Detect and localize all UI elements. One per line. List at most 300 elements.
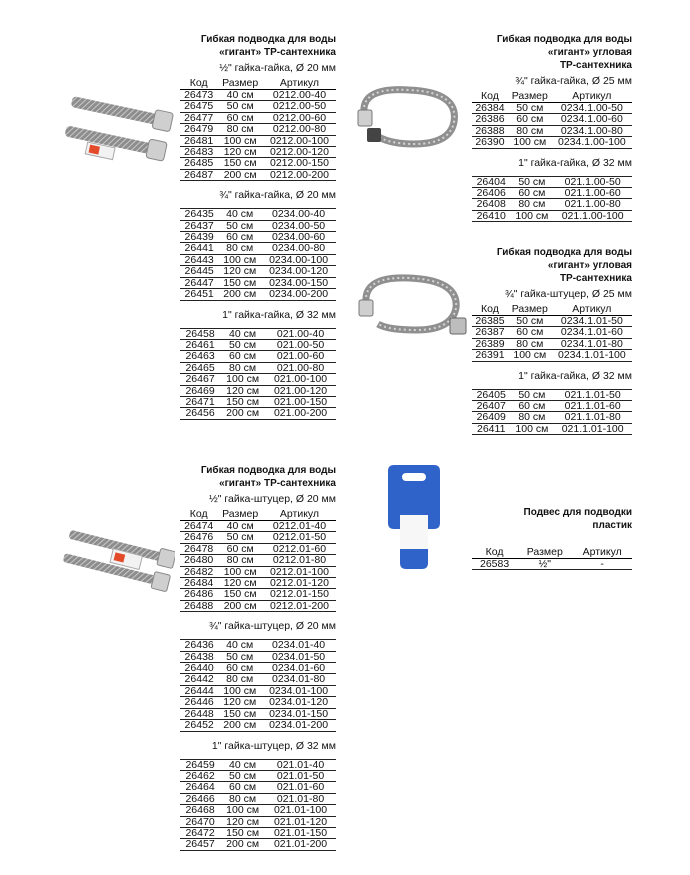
section-title <box>472 33 632 72</box>
code-cell: 26478 <box>180 543 217 554</box>
group-subtitle: ¾" гайка-штуцер, Ø 25 мм <box>505 288 632 300</box>
article-cell: 0234.00-60 <box>261 232 336 243</box>
size-cell: ½" <box>517 559 572 570</box>
code-cell: 26487 <box>180 169 217 180</box>
table-row <box>180 674 336 685</box>
table-row <box>180 566 336 577</box>
size-cell: 50 см <box>217 532 263 543</box>
article-cell: 021.1.01-60 <box>553 401 632 412</box>
code-cell: 26466 <box>180 793 220 804</box>
table-row <box>180 209 336 220</box>
table-row <box>180 147 336 158</box>
code-cell: 26488 <box>180 600 217 611</box>
article-cell: 021.1.00-100 <box>553 210 632 221</box>
code-cell: 26462 <box>180 770 220 781</box>
article-cell: 0212.00-200 <box>263 169 336 180</box>
article-cell: 0234.01-80 <box>261 674 336 685</box>
column-header: Артикул <box>263 77 336 90</box>
table-header <box>472 303 632 316</box>
article-cell: 021.1.00-60 <box>553 188 632 199</box>
table-row <box>180 135 336 146</box>
article-cell: 021.01-100 <box>265 805 336 816</box>
article-cell: 021.00-40 <box>265 328 336 339</box>
code-cell: 26464 <box>180 782 220 793</box>
table-row <box>180 220 336 231</box>
article-cell: 0234.01-40 <box>261 640 336 651</box>
size-cell: 60 см <box>217 543 263 554</box>
code-cell: 26470 <box>180 816 220 827</box>
code-cell: 26388 <box>472 125 508 136</box>
column-header: Артикул <box>572 546 632 559</box>
code-cell: 26457 <box>180 839 220 850</box>
table-row <box>180 720 336 731</box>
group-subtitle: ¾" гайка-гайка, Ø 20 мм <box>219 189 336 202</box>
article-cell: 0212.01-50 <box>263 532 336 543</box>
table-row <box>180 254 336 265</box>
code-cell: 26475 <box>180 101 217 112</box>
table-row <box>180 640 336 651</box>
size-cell: 50 см <box>510 176 553 187</box>
table-row <box>180 266 336 277</box>
size-cell: 200 см <box>218 720 261 731</box>
column-header: Код <box>180 508 217 521</box>
size-cell: 100 см <box>508 137 552 148</box>
table-row <box>472 350 632 361</box>
section-title-line: «гигант» угловая <box>547 260 632 271</box>
code-cell: 26452 <box>180 720 218 731</box>
code-cell: 26411 <box>472 423 510 434</box>
table-header <box>180 508 336 521</box>
code-cell: 26409 <box>472 412 510 423</box>
code-cell: 26484 <box>180 578 217 589</box>
size-cell: 50 см <box>220 770 265 781</box>
article-cell: 0234.00-120 <box>261 266 336 277</box>
column-header: Размер <box>508 303 552 316</box>
table-row <box>180 759 336 770</box>
article-cell: 021.01-200 <box>265 839 336 850</box>
size-cell: 50 см <box>217 101 263 112</box>
table-row <box>180 600 336 611</box>
article-cell: 0212.01-100 <box>263 566 336 577</box>
size-cell: 40 см <box>218 640 261 651</box>
article-cell: 021.1.01-100 <box>553 423 632 434</box>
article-cell: 0234.00-50 <box>261 220 336 231</box>
size-cell: 60 см <box>220 782 265 793</box>
size-cell: 60 см <box>510 401 553 412</box>
article-cell: 021.1.01-80 <box>553 412 632 423</box>
table-header <box>180 77 336 90</box>
code-cell: 26459 <box>180 759 220 770</box>
table-row <box>180 289 336 300</box>
blue-hanger-image <box>384 463 444 573</box>
table-row <box>180 351 336 362</box>
article-cell: 0212.00-80 <box>263 124 336 135</box>
article-cell: 0234.01-120 <box>261 697 336 708</box>
article-cell: 0212.01-200 <box>263 600 336 611</box>
article-cell: 0212.01-150 <box>263 589 336 600</box>
size-cell: 80 см <box>220 362 265 373</box>
group-subtitle: ½" гайка-гайка, Ø 20 мм <box>219 62 336 74</box>
code-cell: 26405 <box>472 389 510 400</box>
section-title-line: «гигант» ТР-сантехника <box>219 478 336 489</box>
size-cell: 150 см <box>220 396 265 407</box>
section-title <box>180 33 336 59</box>
product-table <box>180 77 336 181</box>
code-cell: 26451 <box>180 289 218 300</box>
size-cell: 120 см <box>220 816 265 827</box>
code-cell: 26384 <box>472 103 508 114</box>
article-cell: 0212.00-40 <box>263 90 336 101</box>
column-header: Размер <box>508 90 552 103</box>
code-cell: 26438 <box>180 651 218 662</box>
size-cell: 80 см <box>217 124 263 135</box>
section-title <box>180 464 336 490</box>
code-cell: 26407 <box>472 401 510 412</box>
table-row <box>472 389 632 400</box>
table-row <box>180 328 336 339</box>
code-cell: 26465 <box>180 362 220 373</box>
product-table <box>180 328 336 420</box>
table-row <box>180 521 336 532</box>
size-cell: 50 см <box>218 651 261 662</box>
article-cell: 021.00-120 <box>265 385 336 396</box>
straight-hose-image <box>60 92 175 177</box>
size-cell: 50 см <box>218 220 261 231</box>
size-cell: 60 см <box>508 114 552 125</box>
code-cell: 26389 <box>472 338 508 349</box>
table-row <box>180 770 336 781</box>
table-row <box>180 532 336 543</box>
size-cell: 50 см <box>508 103 552 114</box>
code-cell: 26479 <box>180 124 217 135</box>
table-row <box>180 651 336 662</box>
article-cell: - <box>572 559 632 570</box>
size-cell: 60 см <box>508 327 552 338</box>
table-row <box>180 793 336 804</box>
code-cell: 26456 <box>180 408 220 419</box>
size-cell: 80 см <box>508 338 552 349</box>
product-table <box>472 389 632 436</box>
table-row <box>472 327 632 338</box>
article-cell: 0234.01-60 <box>261 663 336 674</box>
code-cell: 26406 <box>472 188 510 199</box>
code-cell: 26461 <box>180 339 220 350</box>
column-header: Артикул <box>263 508 336 521</box>
product-table <box>472 176 632 223</box>
code-cell: 26482 <box>180 566 217 577</box>
size-cell: 40 см <box>217 521 263 532</box>
size-cell: 60 см <box>218 663 261 674</box>
section-title-line: «гигант» ТР-сантехника <box>219 47 336 58</box>
code-cell: 26472 <box>180 827 220 838</box>
article-cell: 0234.1.00-50 <box>552 103 632 114</box>
product-table <box>180 508 336 612</box>
code-cell: 26386 <box>472 114 508 125</box>
size-cell: 200 см <box>220 839 265 850</box>
size-cell: 150 см <box>220 827 265 838</box>
code-cell: 26446 <box>180 697 218 708</box>
size-cell: 100 см <box>218 685 261 696</box>
code-cell: 26385 <box>472 316 508 327</box>
code-cell: 26447 <box>180 277 218 288</box>
code-cell: 26458 <box>180 328 220 339</box>
article-cell: 0234.00-150 <box>261 277 336 288</box>
table-row <box>180 543 336 554</box>
size-cell: 120 см <box>217 578 263 589</box>
group-subtitle: 1" гайка-гайка, Ø 32 мм <box>518 369 632 382</box>
code-cell: 26480 <box>180 555 217 566</box>
column-header: Артикул <box>552 90 632 103</box>
size-cell: 80 см <box>220 793 265 804</box>
table-row <box>180 396 336 407</box>
size-cell: 60 см <box>218 232 261 243</box>
section-title-line: ТР-сантехника <box>559 60 632 71</box>
size-cell: 150 см <box>218 277 261 288</box>
angled-hose-image <box>354 82 469 162</box>
size-cell: 60 см <box>220 351 265 362</box>
table-row <box>180 169 336 180</box>
size-cell: 150 см <box>217 589 263 600</box>
table-row <box>472 125 632 136</box>
code-cell: 26483 <box>180 147 217 158</box>
size-cell: 200 см <box>217 169 263 180</box>
code-cell: 26391 <box>472 350 508 361</box>
table-row <box>180 782 336 793</box>
table-row <box>180 339 336 350</box>
size-cell: 120 см <box>218 697 261 708</box>
article-cell: 021.01-40 <box>265 759 336 770</box>
code-cell: 26463 <box>180 351 220 362</box>
table-row <box>180 277 336 288</box>
article-cell: 0212.00-60 <box>263 112 336 123</box>
group-subtitle: 1" гайка-гайка, Ø 32 мм <box>222 308 336 321</box>
table-row <box>472 188 632 199</box>
table-row <box>472 199 632 210</box>
code-cell: 26476 <box>180 532 217 543</box>
table-row <box>180 243 336 254</box>
table-row <box>472 210 632 221</box>
size-cell: 50 см <box>510 389 553 400</box>
group-subtitle: 1" гайка-гайка, Ø 32 мм <box>518 156 632 169</box>
size-cell: 100 см <box>220 805 265 816</box>
code-cell: 26448 <box>180 708 218 719</box>
size-cell: 60 см <box>217 112 263 123</box>
table-row <box>180 124 336 135</box>
section-straight-hose-nut-fitting <box>180 464 336 851</box>
table-row <box>180 663 336 674</box>
table-row <box>180 385 336 396</box>
column-header: Код <box>180 77 217 90</box>
group-subtitle: 1" гайка-штуцер, Ø 32 мм <box>211 739 336 752</box>
article-cell: 0234.01-150 <box>261 708 336 719</box>
article-cell: 0234.1.00-100 <box>552 137 632 148</box>
section-angled-hose-nut-fitting <box>472 246 632 435</box>
size-cell: 50 см <box>508 316 552 327</box>
product-table <box>180 759 336 851</box>
article-cell: 0234.1.01-50 <box>552 316 632 327</box>
table-row <box>180 578 336 589</box>
table-row <box>180 555 336 566</box>
size-cell: 80 см <box>217 555 263 566</box>
section-title-line: Гибкая подводка для воды <box>200 34 336 45</box>
table-row <box>180 816 336 827</box>
article-cell: 0212.00-150 <box>263 158 336 169</box>
size-cell: 80 см <box>218 674 261 685</box>
article-cell: 0212.01-40 <box>263 521 336 532</box>
table-row <box>472 137 632 148</box>
code-cell: 26444 <box>180 685 218 696</box>
table-row <box>180 374 336 385</box>
code-cell: 26443 <box>180 254 218 265</box>
code-cell: 26474 <box>180 521 217 532</box>
code-cell: 26439 <box>180 232 218 243</box>
table-row <box>472 316 632 327</box>
group-subtitle: ¾" гайка-штуцер, Ø 20 мм <box>209 620 336 633</box>
size-cell: 100 см <box>217 566 263 577</box>
product-table <box>180 639 336 731</box>
size-cell: 150 см <box>218 708 261 719</box>
table-row <box>180 697 336 708</box>
product-table <box>472 303 632 362</box>
article-cell: 0234.1.01-80 <box>552 338 632 349</box>
section-title-line: «гигант» угловая <box>547 47 632 58</box>
product-table <box>180 208 336 300</box>
column-header: Размер <box>517 546 572 559</box>
section-title-line: пластик <box>592 520 632 531</box>
article-cell: 021.00-50 <box>265 339 336 350</box>
table-row <box>180 589 336 600</box>
straight-hose-fitting-image <box>60 528 175 598</box>
article-cell: 0234.00-100 <box>261 254 336 265</box>
code-cell: 26485 <box>180 158 217 169</box>
size-cell: 40 см <box>217 90 263 101</box>
article-cell: 0234.1.01-100 <box>552 350 632 361</box>
article-cell: 0234.1.00-60 <box>552 114 632 125</box>
article-cell: 0234.00-80 <box>261 243 336 254</box>
article-cell: 0212.01-80 <box>263 555 336 566</box>
article-cell: 0212.01-120 <box>263 578 336 589</box>
code-cell: 26477 <box>180 112 217 123</box>
size-cell: 100 см <box>510 423 553 434</box>
column-header: Артикул <box>552 303 632 316</box>
table-row <box>472 401 632 412</box>
column-header: Размер <box>217 77 263 90</box>
size-cell: 100 см <box>508 350 552 361</box>
code-cell: 26469 <box>180 385 220 396</box>
section-hose-hanger <box>472 506 632 570</box>
code-cell: 26390 <box>472 137 508 148</box>
code-cell: 26442 <box>180 674 218 685</box>
table-row <box>472 423 632 434</box>
size-cell: 120 см <box>218 266 261 277</box>
code-cell: 26410 <box>472 210 510 221</box>
article-cell: 0234.01-200 <box>261 720 336 731</box>
table-row <box>472 176 632 187</box>
size-cell: 80 см <box>218 243 261 254</box>
article-cell: 0234.00-200 <box>261 289 336 300</box>
article-cell: 0212.00-100 <box>263 135 336 146</box>
table-row <box>180 90 336 101</box>
table-row <box>180 112 336 123</box>
code-cell: 26468 <box>180 805 220 816</box>
section-title-line: ТР-сантехника <box>559 273 632 284</box>
group-subtitle: ¾" гайка-гайка, Ø 25 мм <box>515 75 632 87</box>
article-cell: 0212.00-50 <box>263 101 336 112</box>
group-subtitle: ½" гайка-штуцер, Ø 20 мм <box>209 493 336 505</box>
code-cell: 26404 <box>472 176 510 187</box>
article-cell: 021.01-120 <box>265 816 336 827</box>
article-cell: 021.01-60 <box>265 782 336 793</box>
size-cell: 200 см <box>218 289 261 300</box>
size-cell: 80 см <box>508 125 552 136</box>
section-angled-hose-nut-nut <box>472 33 632 222</box>
article-cell: 0234.00-40 <box>261 209 336 220</box>
column-header: Код <box>472 303 508 316</box>
code-cell: 26583 <box>472 559 517 570</box>
code-cell: 26473 <box>180 90 217 101</box>
article-cell: 021.01-80 <box>265 793 336 804</box>
article-cell: 021.01-150 <box>265 827 336 838</box>
article-cell: 0234.1.01-60 <box>552 327 632 338</box>
size-cell: 60 см <box>510 188 553 199</box>
article-cell: 0212.01-60 <box>263 543 336 554</box>
article-cell: 021.00-60 <box>265 351 336 362</box>
article-cell: 021.00-200 <box>265 408 336 419</box>
size-cell: 100 см <box>217 135 263 146</box>
code-cell: 26408 <box>472 199 510 210</box>
size-cell: 200 см <box>217 600 263 611</box>
section-title-line: Подвес для подводки <box>523 507 632 518</box>
section-title <box>472 506 632 532</box>
table-row <box>472 559 632 570</box>
code-cell: 26437 <box>180 220 218 231</box>
code-cell: 26387 <box>472 327 508 338</box>
table-row <box>472 412 632 423</box>
article-cell: 021.1.01-50 <box>553 389 632 400</box>
section-title <box>472 246 632 285</box>
product-table <box>472 90 632 149</box>
table-row <box>180 685 336 696</box>
code-cell: 26435 <box>180 209 218 220</box>
size-cell: 100 см <box>510 210 553 221</box>
code-cell: 26481 <box>180 135 217 146</box>
angled-hose-fitting-image <box>354 270 469 350</box>
table-row <box>472 338 632 349</box>
size-cell: 150 см <box>217 158 263 169</box>
section-title-line: Гибкая подводка для воды <box>496 247 632 258</box>
article-cell: 021.00-150 <box>265 396 336 407</box>
code-cell: 26486 <box>180 589 217 600</box>
size-cell: 40 см <box>220 328 265 339</box>
column-header: Размер <box>217 508 263 521</box>
code-cell: 26436 <box>180 640 218 651</box>
table-row <box>180 805 336 816</box>
article-cell: 0234.01-100 <box>261 685 336 696</box>
table-row <box>180 408 336 419</box>
table-row <box>180 232 336 243</box>
table-header <box>472 90 632 103</box>
column-header: Код <box>472 90 508 103</box>
code-cell: 26467 <box>180 374 220 385</box>
article-cell: 0234.01-50 <box>261 651 336 662</box>
article-cell: 0212.00-120 <box>263 147 336 158</box>
code-cell: 26445 <box>180 266 218 277</box>
table-row <box>472 114 632 125</box>
article-cell: 021.1.00-80 <box>553 199 632 210</box>
table-row <box>180 158 336 169</box>
size-cell: 80 см <box>510 199 553 210</box>
article-cell: 021.01-50 <box>265 770 336 781</box>
